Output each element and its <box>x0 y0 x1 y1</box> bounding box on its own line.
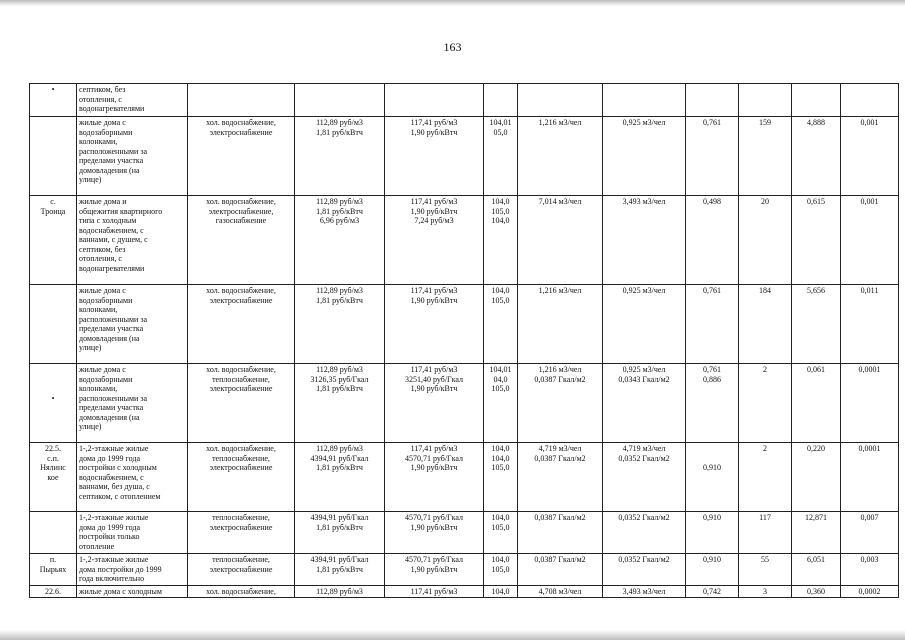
description-cell <box>77 443 188 512</box>
norm-old-cell-text: 0,0387 Гкал/м2 <box>534 555 586 564</box>
table-body <box>30 84 899 598</box>
value-cell-text: 5,656 <box>807 286 825 295</box>
tariff-base-cell <box>295 554 385 586</box>
share-cell <box>841 117 899 196</box>
norm-new-cell-text: 4,719 м3/чел 0,0352 Гкал/м2 <box>618 444 670 463</box>
value-cell-text: 12,871 <box>805 513 827 522</box>
norm-new-cell-text: 0,0352 Гкал/м2 <box>618 513 670 522</box>
coefficient-cell <box>686 84 739 117</box>
count-cell-text: 2 <box>763 444 767 453</box>
count-cell <box>739 117 792 196</box>
share-cell-text: 0,0001 <box>858 365 881 374</box>
services-cell <box>188 84 295 117</box>
table-row <box>30 285 899 364</box>
settlement-cell <box>30 364 77 443</box>
settlement-cell-text: с. Троица <box>40 197 66 216</box>
norm-old-cell <box>518 443 603 512</box>
services-cell <box>188 285 295 364</box>
norm-old-cell-text: 1,216 м3/чел 0,0387 Гкал/м2 <box>534 365 586 384</box>
table-row <box>30 512 899 554</box>
tariff-base-cell-text: 112,89 руб/м3 1,81 руб/кВтч <box>316 118 363 137</box>
index-cell-text: 104,0 <box>491 587 510 596</box>
count-cell-text: 2 <box>763 365 767 374</box>
share-cell <box>841 84 899 117</box>
norm-new-cell <box>603 285 686 364</box>
coefficient-cell <box>686 117 739 196</box>
tariff-base-cell <box>295 84 385 117</box>
share-cell <box>841 196 899 285</box>
settlement-cell <box>30 512 77 554</box>
value-cell-text: 4,888 <box>807 118 825 127</box>
coefficient-cell <box>686 285 739 364</box>
services-cell <box>188 364 295 443</box>
index-cell <box>484 512 518 554</box>
norm-new-cell <box>603 512 686 554</box>
services-cell <box>188 443 295 512</box>
coefficient-cell-text: 0,761 0,886 <box>703 365 721 384</box>
share-cell <box>841 285 899 364</box>
description-cell-text: септиком, без отопления, с водонагревателями <box>79 85 145 113</box>
index-cell <box>484 84 518 117</box>
tariff-table <box>29 83 899 598</box>
description-cell-text: жилые дома и общежития квартирного типа с холодным водоснабжением, с ваннами, с душем, с септиком, без отопления, с водонагревателями <box>79 197 163 273</box>
table-row <box>30 196 899 285</box>
share-cell <box>841 512 899 554</box>
value-cell <box>792 554 841 586</box>
index-cell-text: 104,01 05,0 <box>489 118 512 137</box>
services-cell-text: хол. водоснабжение, электроснабжение <box>206 118 276 137</box>
services-cell <box>188 586 295 598</box>
index-cell <box>484 554 518 586</box>
table-row <box>30 586 899 598</box>
tariff-new-cell-text: 117,41 руб/м3 1,90 руб/кВтч <box>410 286 458 305</box>
description-cell <box>77 196 188 285</box>
tariff-new-cell <box>385 117 484 196</box>
index-cell <box>484 196 518 285</box>
coefficient-cell-text: 0,761 <box>703 118 721 127</box>
description-cell <box>77 586 188 598</box>
norm-old-cell <box>518 586 603 598</box>
services-cell-text: хол. водоснабжение, электроснабжение, газоснабжение <box>206 197 276 225</box>
table-row <box>30 84 899 117</box>
count-cell <box>739 196 792 285</box>
share-cell <box>841 443 899 512</box>
tariff-new-cell-text: 117,41 руб/м3 1,90 руб/кВтч 7,24 руб/м3 <box>410 197 458 225</box>
coefficient-cell <box>686 586 739 598</box>
coefficient-cell <box>686 364 739 443</box>
tariff-new-cell <box>385 512 484 554</box>
tariff-new-cell <box>385 196 484 285</box>
tariff-base-cell-text: 112,89 руб/м3 4394,91 руб/Гкал 1,81 руб/кВтч <box>310 444 369 472</box>
tariff-base-cell <box>295 117 385 196</box>
tariff-base-cell-text: 112,89 руб/м3 <box>316 587 363 596</box>
norm-new-cell <box>603 443 686 512</box>
norm-new-cell <box>603 117 686 196</box>
tariff-base-cell <box>295 512 385 554</box>
count-cell <box>739 554 792 586</box>
services-cell-text: теплоснабжение, электроснабжение <box>209 513 273 532</box>
tariff-base-cell <box>295 443 385 512</box>
index-cell-text: 104,0 105,0 <box>491 513 510 532</box>
tariff-new-cell <box>385 364 484 443</box>
value-cell <box>792 364 841 443</box>
tariff-new-cell <box>385 84 484 117</box>
share-cell-text: 0,001 <box>860 118 879 127</box>
services-cell-text: теплоснабжение, электроснабжение <box>209 555 273 574</box>
tariff-new-cell-text: 4570,71 руб/Гкал 1,90 руб/кВтч <box>404 555 464 574</box>
share-cell-text: 0,007 <box>860 513 879 522</box>
scan-edge-top <box>0 0 905 6</box>
coefficient-cell <box>686 196 739 285</box>
value-cell <box>792 196 841 285</box>
description-cell <box>77 285 188 364</box>
coefficient-cell-text: 0,910 <box>703 513 721 522</box>
count-cell <box>739 84 792 117</box>
tariff-new-cell-text: 117,41 руб/м3 3251,40 руб/Гкал 1,90 руб/кВтч <box>404 365 464 393</box>
tariff-base-cell <box>295 586 385 598</box>
count-cell <box>739 285 792 364</box>
norm-new-cell <box>603 586 686 598</box>
norm-old-cell-text: 4,708 м3/чел <box>538 587 582 596</box>
value-cell-text: 0,615 <box>807 197 825 206</box>
tariff-new-cell-text: 117,41 руб/м3 <box>410 587 458 596</box>
value-cell <box>792 443 841 512</box>
coefficient-cell <box>686 443 739 512</box>
index-cell <box>484 364 518 443</box>
services-cell-text: хол. водоснабжение, электроснабжение <box>206 286 276 305</box>
description-cell-text: жилые дома с водозаборными колонками, расположенными за пределами участка домовладения (на улице) <box>79 286 148 352</box>
value-cell <box>792 117 841 196</box>
index-cell-text: 104,0 105,0 104,0 <box>491 197 510 225</box>
index-cell <box>484 586 518 598</box>
tariff-new-cell-text: 117,41 руб/м3 4570,71 руб/Гкал 1,90 руб/кВтч <box>404 444 464 472</box>
index-cell-text: 104,0 105,0 <box>491 286 510 305</box>
services-cell <box>188 196 295 285</box>
services-cell-text: хол. водоснабжение, теплоснабжение, электроснабжение <box>206 365 276 393</box>
share-cell <box>841 586 899 598</box>
tariff-base-cell-text: 4394,91 руб/Гкал 1,81 руб/кВтч <box>310 555 369 574</box>
value-cell <box>792 84 841 117</box>
description-cell-text: жилые дома с водозаборными колонками, расположенными за пределами участка домовладения (на улице) <box>79 365 148 431</box>
norm-new-cell <box>603 196 686 285</box>
coefficient-cell-text: 0,910 <box>703 555 721 564</box>
coefficient-cell <box>686 554 739 586</box>
count-cell <box>739 586 792 598</box>
description-cell-text: 1-,2-этажные жилые дома до 1999 года постройки только отопление <box>79 513 149 551</box>
value-cell-text: 0,220 <box>807 444 825 453</box>
index-cell-text: 104,0 104,0 105,0 <box>491 444 510 472</box>
coefficient-cell-text: 0,742 <box>703 587 721 596</box>
tariff-base-cell-text: 112,89 руб/м3 1,81 руб/кВтч 6,96 руб/м3 <box>316 197 363 225</box>
norm-old-cell <box>518 196 603 285</box>
description-cell <box>77 117 188 196</box>
tariff-base-cell <box>295 196 385 285</box>
settlement-cell-text: • <box>51 393 55 403</box>
share-cell-text: 0,001 <box>860 197 879 206</box>
services-cell-text: хол. водоснабжение, <box>206 587 276 596</box>
tariff-base-cell-text: 112,89 руб/м3 1,81 руб/кВтч <box>316 286 363 305</box>
norm-new-cell-text: 0,925 м3/чел <box>622 286 666 295</box>
tariff-new-cell-text: 4570,71 руб/Гкал 1,90 руб/кВтч <box>404 513 464 532</box>
norm-old-cell-text: 4,719 м3/чел 0,0387 Гкал/м2 <box>534 444 586 463</box>
tariff-new-cell <box>385 443 484 512</box>
norm-old-cell <box>518 364 603 443</box>
index-cell <box>484 285 518 364</box>
norm-old-cell-text: 0,0387 Гкал/м2 <box>534 513 586 522</box>
settlement-cell-text: п. Пырьях <box>39 555 67 574</box>
share-cell-text: 0,011 <box>860 286 879 295</box>
count-cell-text: 117 <box>759 513 771 522</box>
norm-old-cell-text: 1,216 м3/чел <box>538 286 582 295</box>
count-cell-text: 20 <box>761 197 769 206</box>
description-cell-text: 1-,2-этажные жилые дома постройки до 1999 года включительно <box>79 555 162 583</box>
share-cell <box>841 364 899 443</box>
coefficient-cell-text: 0,761 <box>703 286 721 295</box>
norm-new-cell-text: 3,493 м3/чел <box>622 197 666 206</box>
norm-old-cell <box>518 117 603 196</box>
value-cell-text: 0,061 <box>807 365 825 374</box>
count-cell-text: 184 <box>759 286 771 295</box>
table-row <box>30 443 899 512</box>
tariff-new-cell-text: 117,41 руб/м3 1,90 руб/кВтч <box>410 118 458 137</box>
coefficient-cell-text: 0,910 <box>703 463 721 472</box>
norm-new-cell-text: 0,925 м3/чел 0,0343 Гкал/м2 <box>618 365 670 384</box>
count-cell <box>739 364 792 443</box>
services-cell <box>188 117 295 196</box>
settlement-cell-text: 22.6. <box>45 587 61 596</box>
coefficient-cell <box>686 512 739 554</box>
norm-new-cell <box>603 554 686 586</box>
share-cell <box>841 554 899 586</box>
tariff-new-cell <box>385 554 484 586</box>
services-cell <box>188 512 295 554</box>
count-cell <box>739 443 792 512</box>
description-cell <box>77 364 188 443</box>
norm-old-cell-text: 1,216 м3/чел <box>538 118 582 127</box>
value-cell <box>792 586 841 598</box>
share-cell-text: 0,003 <box>860 555 879 564</box>
norm-old-cell <box>518 285 603 364</box>
value-cell-text: 0,360 <box>807 587 825 596</box>
norm-old-cell <box>518 512 603 554</box>
index-cell <box>484 443 518 512</box>
norm-old-cell <box>518 84 603 117</box>
settlement-cell <box>30 554 77 586</box>
services-cell-text: хол. водоснабжение, теплоснабжение, электроснабжение <box>206 444 276 472</box>
description-cell-text: жилые дома с водозаборными колонками, расположенными за пределами участка домовладения (на улице) <box>79 118 148 184</box>
scan-edge-bottom <box>0 630 905 640</box>
settlement-cell <box>30 84 77 117</box>
share-cell-text: 0,0001 <box>858 444 881 453</box>
count-cell-text: 55 <box>761 555 769 564</box>
index-cell-text: 104,01 04,0 105,0 <box>489 365 512 393</box>
settlement-cell <box>30 586 77 598</box>
settlement-cell <box>30 285 77 364</box>
table-row <box>30 117 899 196</box>
tariff-base-cell-text: 112,89 руб/м3 3126,35 руб/Гкал 1,81 руб/кВтч <box>310 365 369 393</box>
count-cell-text: 159 <box>759 118 771 127</box>
description-cell-text: 1-,2-этажные жилые дома до 1999 года постройки с холодным водоснабжением, с ваннами, без душа, с септиком, с отоплением <box>79 444 161 501</box>
tariff-base-cell <box>295 364 385 443</box>
value-cell <box>792 512 841 554</box>
settlement-cell <box>30 117 77 196</box>
norm-old-cell-text: 7,014 м3/чел <box>538 197 582 206</box>
value-cell <box>792 285 841 364</box>
tariff-base-cell-text: 4394,91 руб/Гкал 1,81 руб/кВтч <box>310 513 369 532</box>
norm-new-cell <box>603 364 686 443</box>
norm-new-cell-text: 0,0352 Гкал/м2 <box>618 555 670 564</box>
description-cell-text: жилые дома с холодным <box>79 587 162 596</box>
tariff-new-cell <box>385 285 484 364</box>
share-cell-text: 0,0002 <box>858 587 881 596</box>
norm-new-cell-text: 0,925 м3/чел <box>622 118 666 127</box>
description-cell <box>77 84 188 117</box>
page-number: 163 <box>443 40 462 54</box>
tariff-base-cell <box>295 285 385 364</box>
services-cell <box>188 554 295 586</box>
settlement-cell-text: 22.5. с.п. Нялинс кое <box>40 444 66 482</box>
index-cell-text: 104,0 105,0 <box>491 555 510 574</box>
coefficient-cell-text: 0,498 <box>703 197 721 206</box>
description-cell <box>77 512 188 554</box>
table-row <box>30 364 899 443</box>
value-cell-text: 6,051 <box>807 555 825 564</box>
settlement-cell <box>30 443 77 512</box>
count-cell <box>739 512 792 554</box>
norm-new-cell-text: 3,493 м3/чел <box>622 587 666 596</box>
tariff-new-cell <box>385 586 484 598</box>
norm-old-cell <box>518 554 603 586</box>
table-row <box>30 554 899 586</box>
count-cell-text: 3 <box>763 587 767 596</box>
settlement-cell-text: • <box>51 85 55 94</box>
settlement-cell <box>30 196 77 285</box>
description-cell <box>77 554 188 586</box>
index-cell <box>484 117 518 196</box>
norm-new-cell <box>603 84 686 117</box>
